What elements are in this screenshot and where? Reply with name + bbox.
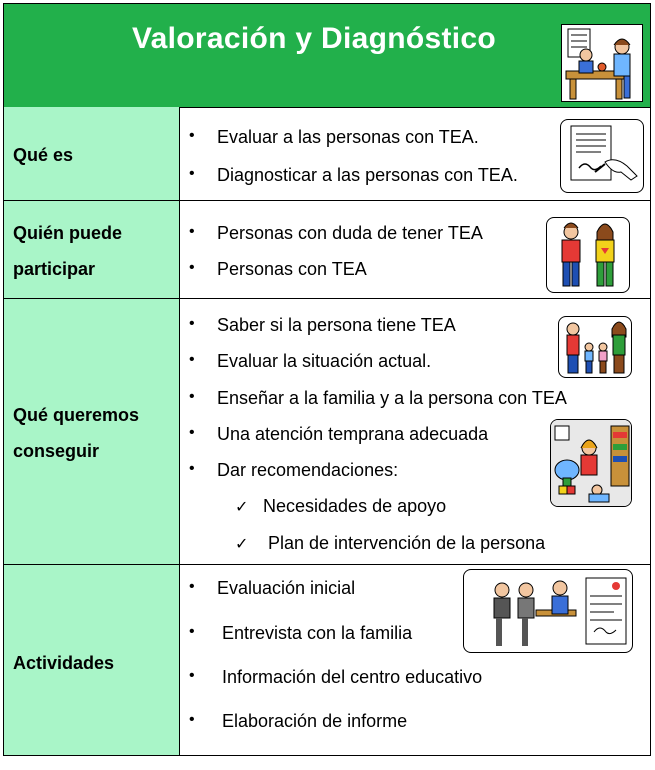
list-item: Evaluación inicial xyxy=(217,578,356,598)
list-item: Dar recomendaciones: xyxy=(217,460,399,480)
bullet: • xyxy=(189,259,195,276)
bullet: • xyxy=(189,223,195,240)
list-item: Evaluar la situación actual. xyxy=(217,351,432,371)
bullet: • xyxy=(189,388,195,405)
list-item: Personas con TEA xyxy=(217,259,367,279)
row-label: Quién puede xyxy=(13,223,123,243)
bullet: • xyxy=(189,623,195,640)
table-frame xyxy=(3,3,651,756)
checkmark-icon: ✓ xyxy=(235,499,249,516)
page-title: Valoración y Diagnóstico xyxy=(132,22,496,55)
list-item: Entrevista con la familia xyxy=(222,623,413,643)
list-item: Una atención temprana adecuada xyxy=(217,424,489,444)
sub-list-item: Necesidades de apoyo xyxy=(263,496,447,516)
bullet: • xyxy=(189,127,195,144)
list-item: Personas con duda de tener TEA xyxy=(217,223,483,243)
list-item: Elaboración de informe xyxy=(222,711,408,731)
bullet: • xyxy=(189,424,195,441)
sub-list-item: Plan de intervención de la persona xyxy=(268,533,546,553)
bullet: • xyxy=(189,165,195,182)
bullet: • xyxy=(189,351,195,368)
row-label: Actividades xyxy=(13,653,115,673)
checkmark-icon: ✓ xyxy=(235,536,249,553)
row-label: participar xyxy=(13,259,96,279)
bullet: • xyxy=(189,460,195,477)
list-item: Evaluar a las personas con TEA. xyxy=(217,127,479,147)
bullet: • xyxy=(189,578,195,595)
list-item: Diagnosticar a las personas con TEA. xyxy=(217,165,518,185)
list-item: Información del centro educativo xyxy=(222,667,483,687)
bullet: • xyxy=(189,711,195,728)
bullet: • xyxy=(189,667,195,684)
list-item: Saber si la persona tiene TEA xyxy=(217,315,456,335)
row-label: conseguir xyxy=(13,441,100,461)
bullet: • xyxy=(189,315,195,332)
row-label: Qué queremos xyxy=(13,405,140,425)
list-item: Enseñar a la familia y a la persona con TEA xyxy=(217,388,567,408)
row-label: Qué es xyxy=(13,145,74,165)
